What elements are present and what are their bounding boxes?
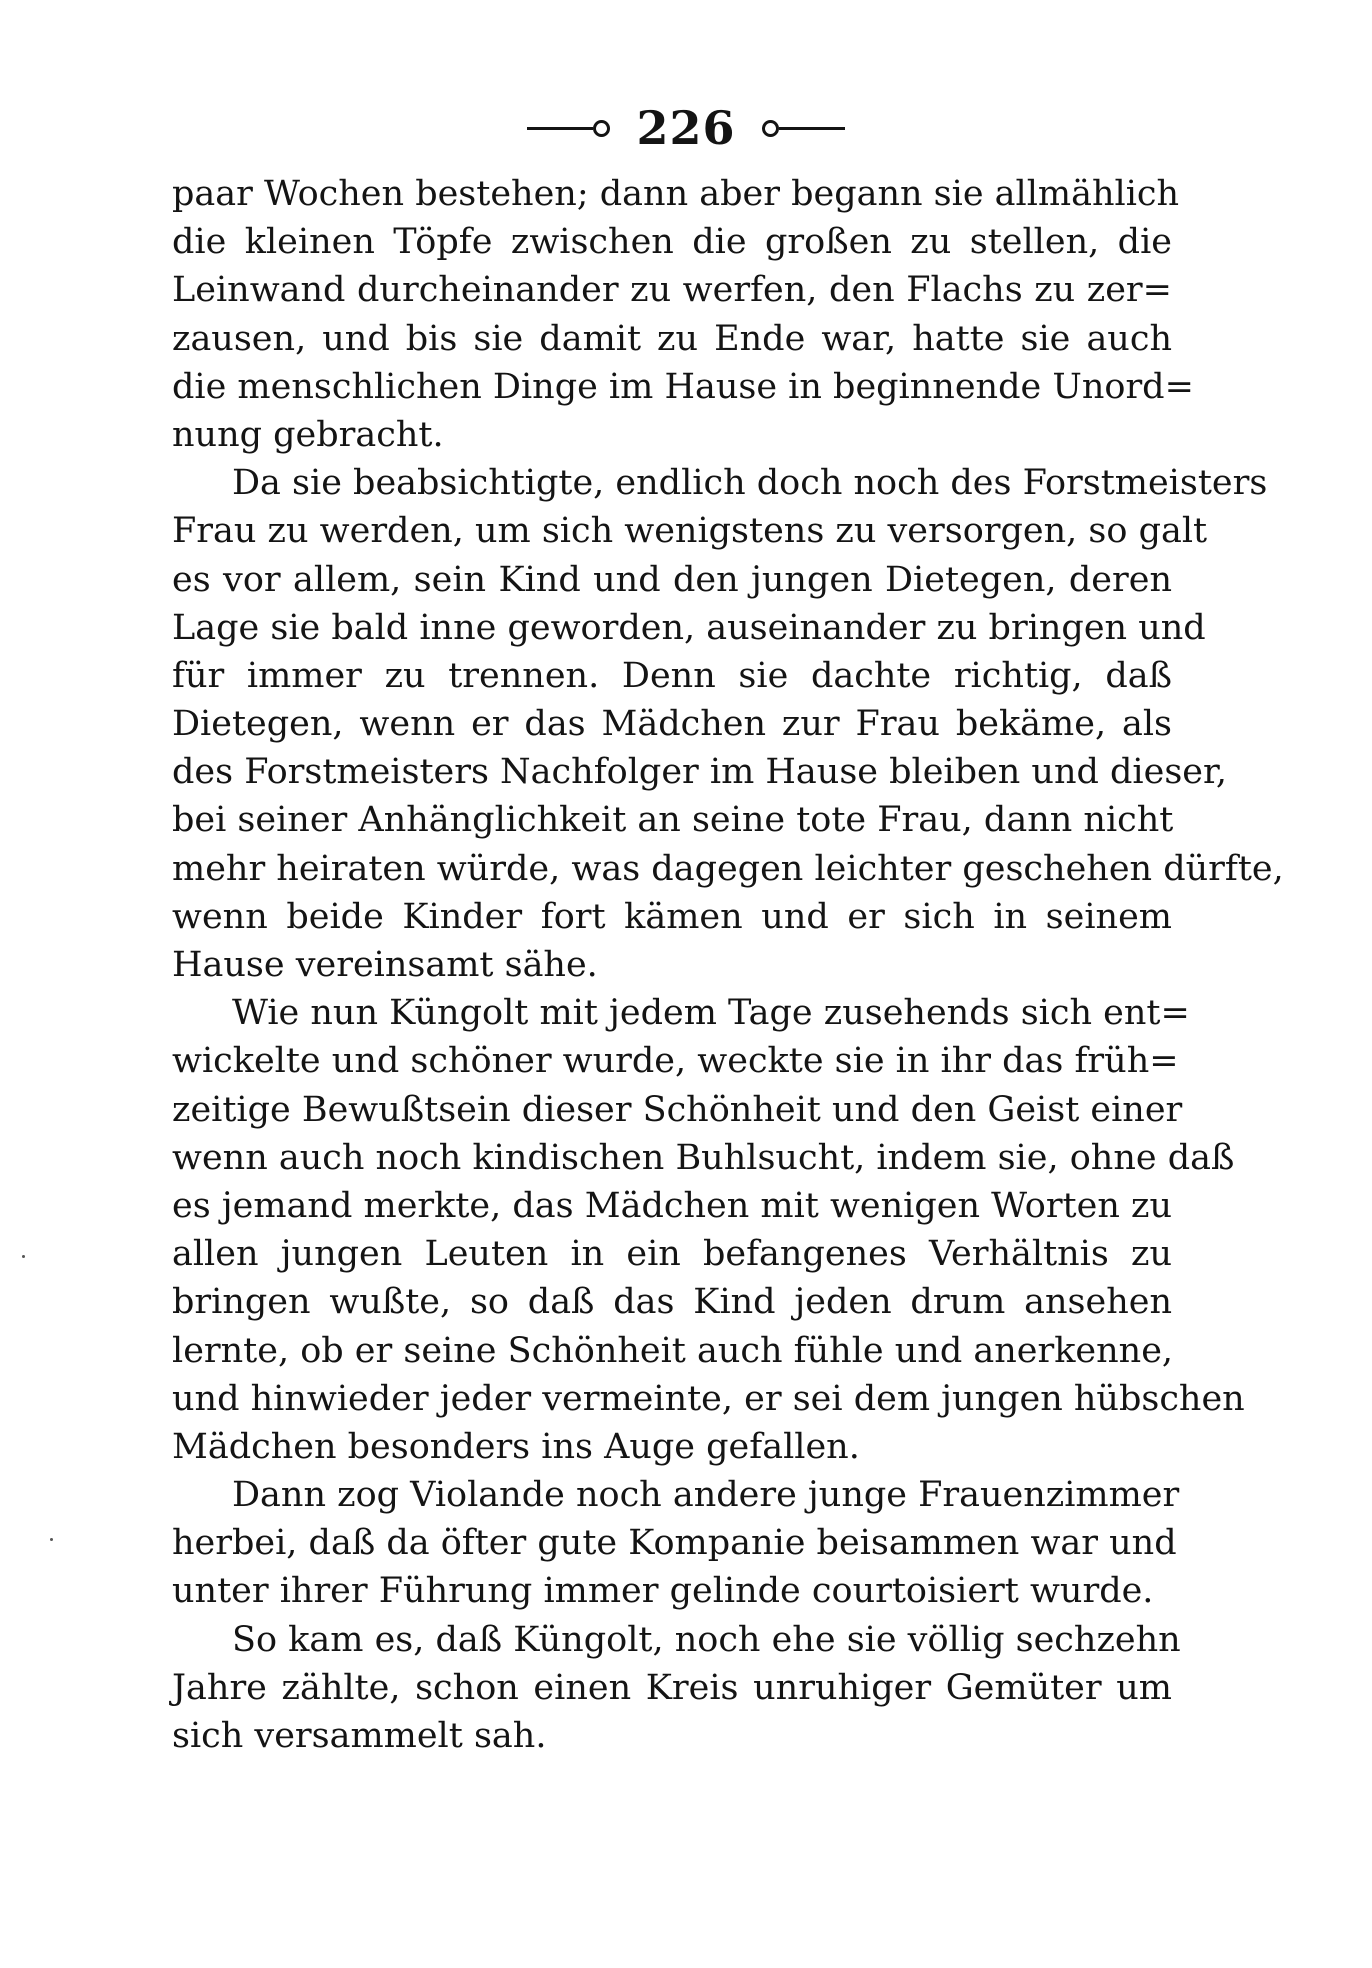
text-line: Dann zog Violande noch andere junge Frauenzimmer [232, 1475, 1180, 1516]
header-ornament-left [527, 120, 610, 137]
text-line: Lage sie bald inne geworden, auseinander zu bringen und [172, 607, 1206, 648]
text-line: bringen wußte, so daß das Kind jeden drum ansehen [172, 1282, 1172, 1323]
text-line: lernte, ob er seine Schönheit auch fühle und anerkenne, [172, 1330, 1174, 1371]
text-line: Leinwand durcheinander zu werfen, den Flachs zu zer= [172, 270, 1172, 311]
text-line: herbei, daß da öfter gute Kompanie beisammen war und [172, 1523, 1177, 1564]
text-line: Dietegen, wenn er das Mädchen zur Frau bekäme, als [172, 704, 1172, 745]
text-line: mehr heiraten würde, was dagegen leichter geschehen dürfte, [172, 848, 1284, 889]
header-ornament-right [762, 120, 845, 137]
text-line: Mädchen besonders ins Auge gefallen. [172, 1426, 860, 1467]
text-line: wenn beide Kinder fort kämen und er sich in seinem [172, 896, 1172, 937]
text-line: bei seiner Anhänglichkeit an seine tote Frau, dann nicht [172, 800, 1174, 841]
page-number: 226 [636, 101, 736, 155]
text-line: des Forstmeisters Nachfolger im Hause bleiben und dieser, [172, 752, 1228, 793]
text-line: und hinwieder jeder vermeinte, er sei dem jungen hübschen [172, 1378, 1245, 1419]
page-header [0, 98, 1372, 158]
text-line: die menschlichen Dinge im Hause in beginnende Unord= [172, 366, 1194, 407]
text-line: zausen, und bis sie damit zu Ende war, hatte sie auch [172, 318, 1172, 359]
paragraph [172, 989, 1245, 1471]
text-line: die kleinen Töpfe zwischen die großen zu stellen, die [172, 222, 1172, 263]
text-line: unter ihrer Führung immer gelinde courtoisiert wurde. [172, 1571, 1154, 1612]
text-line: wickelte und schöner wurde, weckte sie in ihr das früh= [172, 1041, 1179, 1082]
text-line: Hause vereinsamt sähe. [172, 945, 598, 985]
text-line: sich versammelt sah. [172, 1716, 547, 1756]
text-line: Da sie beabsichtigte, endlich doch noch des Forstmeisters [232, 463, 1268, 504]
text-line: wenn auch noch kindischen Buhlsucht, indem sie, ohne daß [172, 1137, 1235, 1178]
paragraph [172, 170, 1194, 459]
print-speck [22, 1255, 25, 1258]
text-line: für immer zu trennen. Denn sie dachte richtig, daß [172, 655, 1172, 696]
text-line: zeitige Bewußtsein dieser Schönheit und den Geist einer [172, 1089, 1183, 1130]
text-line: Frau zu werden, um sich wenigstens zu versorgen, so galt [172, 511, 1208, 552]
text-line: nung gebracht. [172, 414, 444, 455]
body-text [172, 170, 1284, 1760]
paragraph [172, 1616, 1181, 1761]
print-speck [50, 1538, 53, 1541]
text-line: allen jungen Leuten in ein befangenes Verhältnis zu [172, 1234, 1172, 1275]
text-line: es vor allem, sein Kind und den jungen Dietegen, deren [172, 559, 1172, 600]
paragraph [172, 459, 1284, 989]
text-line: So kam es, daß Küngolt, noch ehe sie völlig sechzehn [232, 1619, 1181, 1660]
paragraph [172, 1471, 1180, 1616]
text-line: Wie nun Küngolt mit jedem Tage zusehends sich ent= [232, 993, 1190, 1034]
text-line: es jemand merkte, das Mädchen mit wenigen Worten zu [172, 1185, 1172, 1226]
text-line: Jahre zählte, schon einen Kreis unruhiger Gemüter um [172, 1667, 1172, 1708]
text-line: paar Wochen bestehen; dann aber begann sie allmählich [172, 174, 1180, 214]
